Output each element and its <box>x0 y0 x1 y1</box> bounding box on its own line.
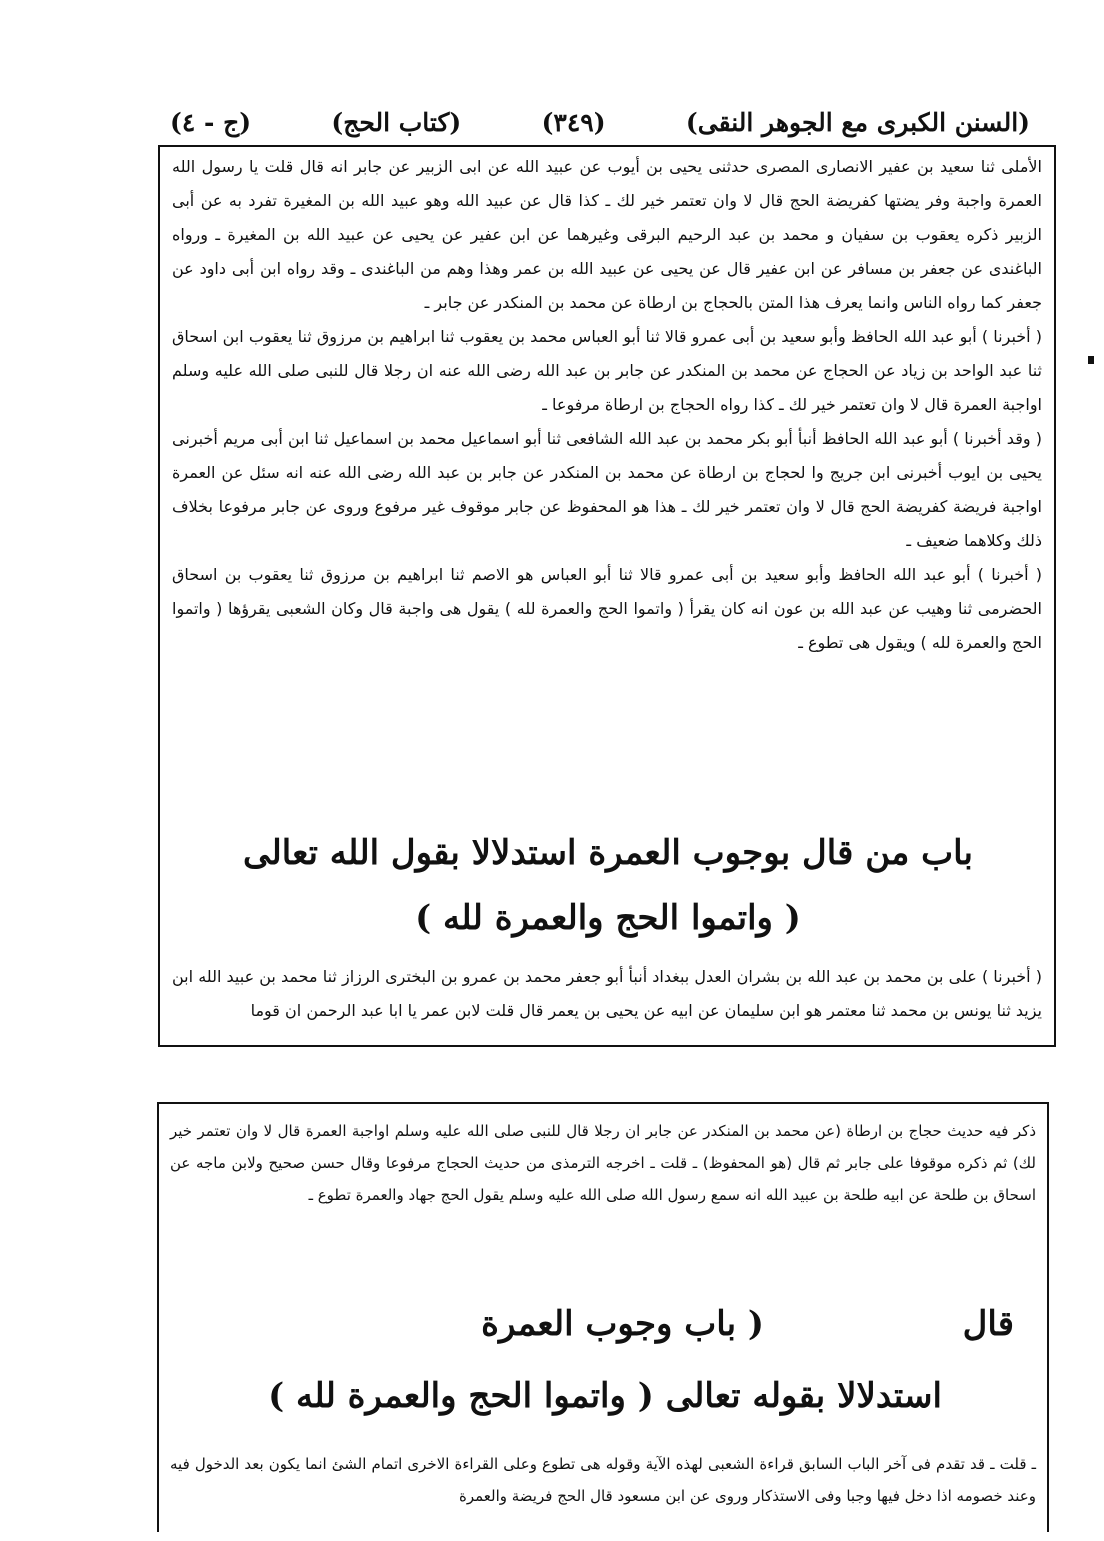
commentary-right-rule <box>1047 1102 1049 1532</box>
upper-top-rule <box>158 145 1056 147</box>
paragraph: ( أخبرنا ) أبو عبد الله الحافظ وأبو سعيد بن أبى عمرو قالا ثنا أبو العباس محمد بن يعقوب ثنا ابراهيم بن مرزوق ثنا يعقوب ابن اسحاق ثنا عبد الواحد بن زياد عن الحجاج عن محمد بن المنكدر عن جابر بن عبد الله رضى الله عنه ان رجلا قال للنبى صلى الله عليه وسلم اواجبة العمرة قال لا وان تعتمر خير لك ـ كذا رواه الحجاج بن ارطاة مرفوعا ـ <box>172 327 1042 414</box>
chapter-heading-line1: باب من قال بوجوب العمرة استدلالا بقول الله تعالى <box>243 833 973 873</box>
paragraph: ذكر فيه حديث حجاج بن ارطاة (عن محمد بن المنكدر عن جابر ان رجلا قال للنبى صلى الله عليه وسلم اواجبة العمرة قال لا وان تعتمر خير لك) ثم ذكره موقوفا على جابر ثم قال (هو المحفوظ) ـ قلت ـ اخرجه الترمذى من حديث الحجاج مرفوعا وقال حسن صحيح ولابن ماجه عن اسحاق بن طلحة عن ابيه طلحة بن عبيد الله انه سمع رسول الله صلى الله عليه وسلم يقول الحج جهاد والعمرة تطوع ـ <box>170 1122 1036 1204</box>
commentary-heading-line2: استدلالا بقوله تعالى ( واتموا الحج والعمرة لله ) <box>268 1376 942 1416</box>
paragraph: ( أخبرنا ) أبو عبد الله الحافظ وأبو سعيد بن أبى عمرو قالا ثنا أبو العباس هو الاصم ثنا ابراهيم بن مرزوق ثنا يعقوب بن اسحاق الحضرمى ثنا وهيب عن عبد الله بن عون انه كان يقرأ ( واتموا الحج والعمرة لله ) يقول هى واجبة قال وكان الشعبى يقرؤها ( واتموا الحج والعمرة لله ) ويقول هى تطوع ـ <box>172 565 1042 652</box>
commentary-tail-text <box>170 1448 1036 1512</box>
chapter-text <box>172 960 1042 1028</box>
main-text <box>172 150 1042 660</box>
paragraph: ( وقد أخبرنا ) أبو عبد الله الحافظ أنبأ أبو بكر محمد بن عبد الله الشافعى ثنا أبو اسماعيل محمد بن اسماعيل ثنا ابن أبى مريم أخبرنى يحيى بن ايوب أخبرنى ابن جريج وا لحجاج بن ارطاة عن محمد بن المنكدر عن جابر بن عبد الله رضى الله عنه انه سئل عن العمرة اواجبة فريضة كفريضة الحج قال لا وان تعتمر خير لك ـ هذا هو المحفوظ عن جابر موقوف غير مرفوع وروى عن جابر مرفوعا بخلاف ذلك وكلاهما ضعيف ـ <box>172 429 1042 550</box>
paragraph: ـ قلت ـ قد تقدم فى آخر الباب السابق قراءة الشعبى لهذه الآية وقوله هى تطوع وعلى القراءة الاخرى اتمام الشئ انما يكون بعد الدخول فيه وعند خصومه اذا دخل فيها وجبا وفى الاستذكار وروى عن ابن مسعود قال الحج فريضة والعمرة <box>170 1455 1036 1505</box>
commentary-top-rule <box>157 1102 1049 1104</box>
margin-mark <box>1088 356 1094 364</box>
paragraph: ( أخبرنا ) على بن محمد بن عبد الله بن بشران العدل ببغداد أنبأ أبو جعفر محمد بن عمرو بن البخترى الرزاز ثنا محمد بن عبيد الله ابن يزيد ثنا يونس بن محمد ثنا معتمر هو ابن سليمان عن ابيه عن يحيى بن يعمر قال قلت لابن عمر يا ابا عبد الرحمن ان قوما <box>172 967 1042 1020</box>
commentary-text <box>170 1115 1036 1211</box>
book-title: (السنن الكبرى مع الجوهر النقى) <box>685 107 1030 137</box>
volume-number: (ج - ٤) <box>170 107 252 137</box>
page-number: (٣٤٩) <box>541 107 606 137</box>
chapter-heading-line2: ( واتموا الحج والعمرة لله ) <box>415 898 801 938</box>
commentary-heading-qal: قال <box>962 1304 1014 1344</box>
commentary-heading-bab: ( باب وجوب العمرة <box>481 1304 764 1344</box>
page-header <box>170 102 1030 142</box>
section-title: (كتاب الحج) <box>331 107 462 137</box>
upper-bottom-rule <box>158 1045 1056 1047</box>
paragraph: الأملى ثنا سعيد بن عفير الانصارى المصرى حدثنى يحيى بن أيوب عن عبيد الله عن ابى الزبير عن جابر انه قال قلت يا رسول الله العمرة واجبة وفر يضتها كفريضة الحج قال لا وان تعتمر خير لك ـ كذا قال عن عبيد الله وهو عبيد الله بن المغيرة تفرد به عن أبى الزبير ذكره يعقوب بن سفيان و محمد بن عبد الرحيم البرقى وغيرهما عن ابن عفير عن يحيى عن عبيد الله بن المغيرة ـ ورواه الباغندى عن جعفر بن مسافر عن ابن عفير قال عن يحيى عن عبيد الله بن عمر وهذا وهم من الباغندى ـ وقد رواه ابن أبى داود عن جعفر كما رواه الناس وانما يعرف هذا المتن بالحجاج بن ارطاة عن محمد بن المنكدر عن جابر ـ <box>172 157 1042 312</box>
commentary-left-rule <box>157 1102 159 1532</box>
